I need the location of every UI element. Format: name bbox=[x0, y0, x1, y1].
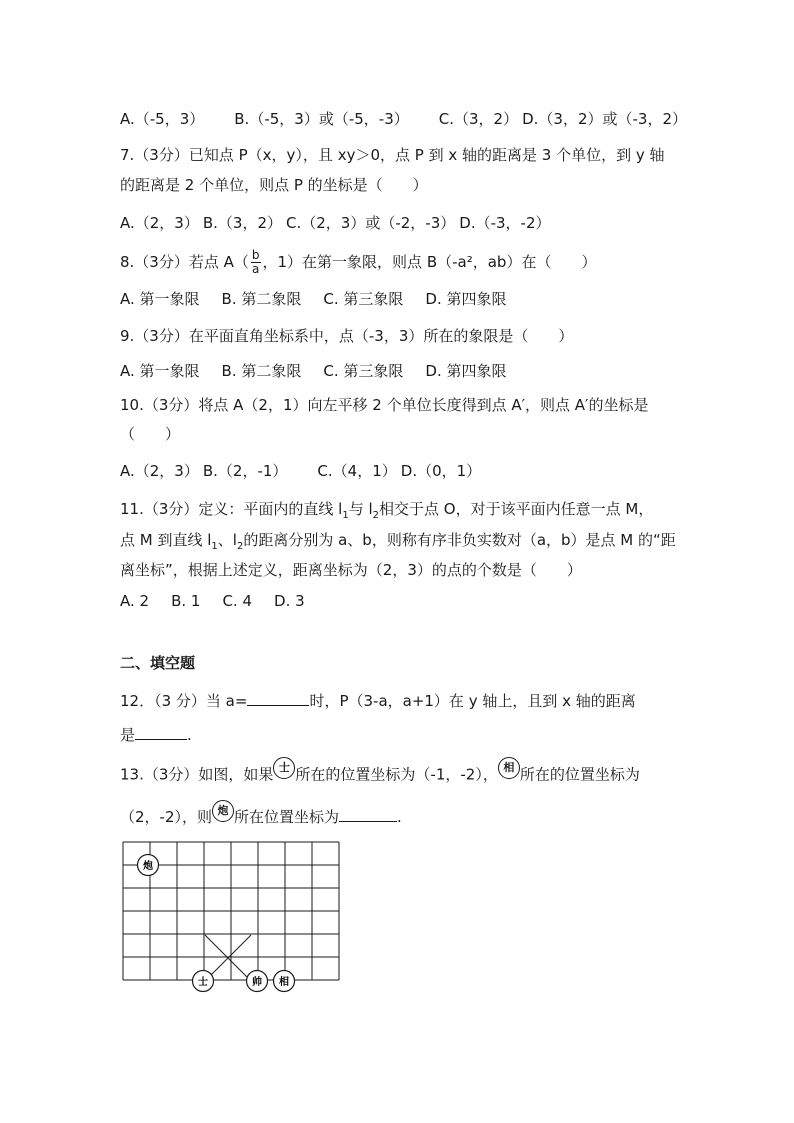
piece-pao bbox=[138, 855, 159, 876]
q13-stem-line1 bbox=[120, 761, 640, 786]
q10-option-a[interactable]: A.（2，3） bbox=[120, 462, 199, 480]
q11-sub-2a: 2 bbox=[372, 510, 380, 521]
q13-pre: 13.（3分）如图，如果 bbox=[120, 765, 274, 784]
q7-option-c[interactable]: C.（2，3）或（-2，-3） bbox=[286, 214, 456, 232]
q12-blank-distance[interactable] bbox=[135, 724, 187, 740]
q7-option-a[interactable]: A.（2，3） bbox=[120, 214, 199, 232]
q11-sub-1b: 1 bbox=[211, 541, 218, 552]
q12-stem-line1 bbox=[120, 690, 636, 711]
q6-option-d[interactable]: D.（3，2）或（-3，2） bbox=[522, 110, 687, 128]
q11-option-b[interactable]: B. 1 bbox=[171, 592, 201, 610]
q7-options bbox=[120, 213, 551, 233]
q11-l2b: 、l bbox=[217, 531, 237, 549]
q13-blank-answer[interactable] bbox=[339, 806, 397, 822]
q11-option-a[interactable]: A. 2 bbox=[120, 592, 150, 610]
q10-stem-line1: 10.（3分）将点 A（2，1）向左平移 2 个单位长度得到点 A′，则点 A′的坐标是 bbox=[120, 396, 649, 414]
q11-stem-line3: 离坐标”，根据上述定义，距离坐标为（2，3）的点的个数是（ ） bbox=[120, 561, 582, 579]
piece-shuai-label: 帅 bbox=[252, 977, 262, 988]
chess-piece-shi-icon: 士 bbox=[273, 757, 295, 779]
q8-frac-num: b bbox=[251, 248, 260, 262]
q10-option-d[interactable]: D.（0，1） bbox=[400, 462, 482, 480]
q8-option-a[interactable]: A. 第一象限 bbox=[120, 290, 200, 308]
q12-line2-post: . bbox=[187, 726, 192, 744]
q12-blank-a[interactable] bbox=[247, 690, 309, 706]
q11-l1b: 与 l bbox=[348, 500, 373, 518]
q10-option-b[interactable]: B.（2，-1） bbox=[202, 462, 288, 480]
q13-t1: 所在的位置坐标为（-1，-2）， bbox=[295, 765, 498, 784]
q10-option-c[interactable]: C.（4，1） bbox=[317, 462, 397, 480]
q12-mid: 时，P（3-a，a+1）在 y 轴上，且到 x 轴的距离 bbox=[309, 692, 636, 710]
chess-piece-pao-icon: 炮 bbox=[212, 800, 234, 822]
q7-option-b[interactable]: B.（3，2） bbox=[202, 214, 283, 232]
q9-option-d[interactable]: D. 第四象限 bbox=[425, 362, 507, 380]
q12-stem-line2 bbox=[120, 724, 192, 745]
q8-option-b[interactable]: B. 第二象限 bbox=[221, 290, 302, 308]
q12-pre: 12．（3 分）当 a= bbox=[120, 692, 248, 710]
q8-stem-post: ，1）在第一象限，则点 B（-a²，ab）在（ ） bbox=[262, 253, 597, 271]
q9-stem: 9.（3分）在平面直角坐标系中，点（-3，3）所在的象限是（ ） bbox=[120, 327, 574, 345]
q6-option-c[interactable]: C.（3，2） bbox=[438, 110, 519, 128]
q6-option-b[interactable]: B.（-5，3）或（-5，-3） bbox=[234, 110, 409, 128]
q8-option-d[interactable]: D. 第四象限 bbox=[425, 290, 507, 308]
piece-shi-label: 士 bbox=[198, 977, 208, 988]
q9-option-a[interactable]: A. 第一象限 bbox=[120, 362, 200, 380]
q8-option-c[interactable]: C. 第三象限 bbox=[323, 290, 404, 308]
q11-l1c: 相交于点 O，对于该平面内任意一点 M， bbox=[379, 500, 654, 518]
q13-l2pre: （2，-2），则 bbox=[120, 808, 213, 826]
q9-option-c[interactable]: C. 第三象限 bbox=[323, 362, 404, 380]
q6-option-a[interactable]: A.（-5，3） bbox=[120, 110, 205, 128]
q10-stem-line2: （ ） bbox=[120, 425, 181, 443]
q12-line2-pre: 是 bbox=[120, 726, 136, 744]
q9-option-b[interactable]: B. 第二象限 bbox=[221, 362, 302, 380]
q11-stem-line1 bbox=[120, 499, 653, 526]
q8-frac-den: a bbox=[252, 262, 260, 276]
q11-l2a: 点 M 到直线 l bbox=[120, 531, 212, 549]
q8-stem bbox=[120, 249, 596, 276]
q7-stem-line1: 7.（3分）已知点 P（x，y），且 xy＞0，点 P 到 x 轴的距离是 3 个单位，到 y 轴 bbox=[120, 146, 665, 164]
q11-l1a: 11.（3分）定义：平面内的直线 l bbox=[120, 500, 343, 518]
q13-t2: 所在的位置坐标为 bbox=[519, 765, 640, 784]
q13-l2post: 所在位置坐标为 bbox=[234, 808, 340, 826]
chess-piece-xiang-icon: 相 bbox=[498, 757, 520, 779]
piece-xiang-label: 相 bbox=[279, 977, 289, 988]
q11-options bbox=[120, 591, 305, 611]
piece-shuai bbox=[247, 971, 268, 992]
q6-options bbox=[120, 109, 687, 129]
q7-stem-line2: 的距离是 2 个单位，则点 P 的坐标是（ ） bbox=[120, 176, 428, 194]
q8-stem-pre: 8.（3分）若点 A（ bbox=[120, 253, 249, 271]
q11-sub-1a: 1 bbox=[342, 510, 349, 521]
q11-l2c: 的距离分别为 a、b，则称有序非负实数对（a，b）是点 M 的“距 bbox=[243, 531, 676, 549]
q8-fraction bbox=[251, 249, 261, 276]
q11-stem-line2 bbox=[120, 530, 676, 557]
q13-end: . bbox=[397, 808, 402, 826]
q11-option-d[interactable]: D. 3 bbox=[274, 592, 305, 610]
q9-options bbox=[120, 361, 506, 381]
q11-option-c[interactable]: C. 4 bbox=[222, 592, 253, 610]
q11-sub-2b: 2 bbox=[236, 541, 244, 552]
piece-shi bbox=[193, 971, 214, 992]
q7-option-d[interactable]: D.（-3，-2） bbox=[459, 214, 551, 232]
q13-stem-line2 bbox=[120, 803, 402, 829]
q10-options bbox=[120, 461, 481, 481]
piece-pao-label: 炮 bbox=[143, 861, 153, 872]
q8-options bbox=[120, 289, 506, 309]
chess-board-figure bbox=[120, 838, 342, 998]
piece-xiang bbox=[274, 971, 295, 992]
section-title-fill-in: 二、填空题 bbox=[120, 654, 196, 672]
